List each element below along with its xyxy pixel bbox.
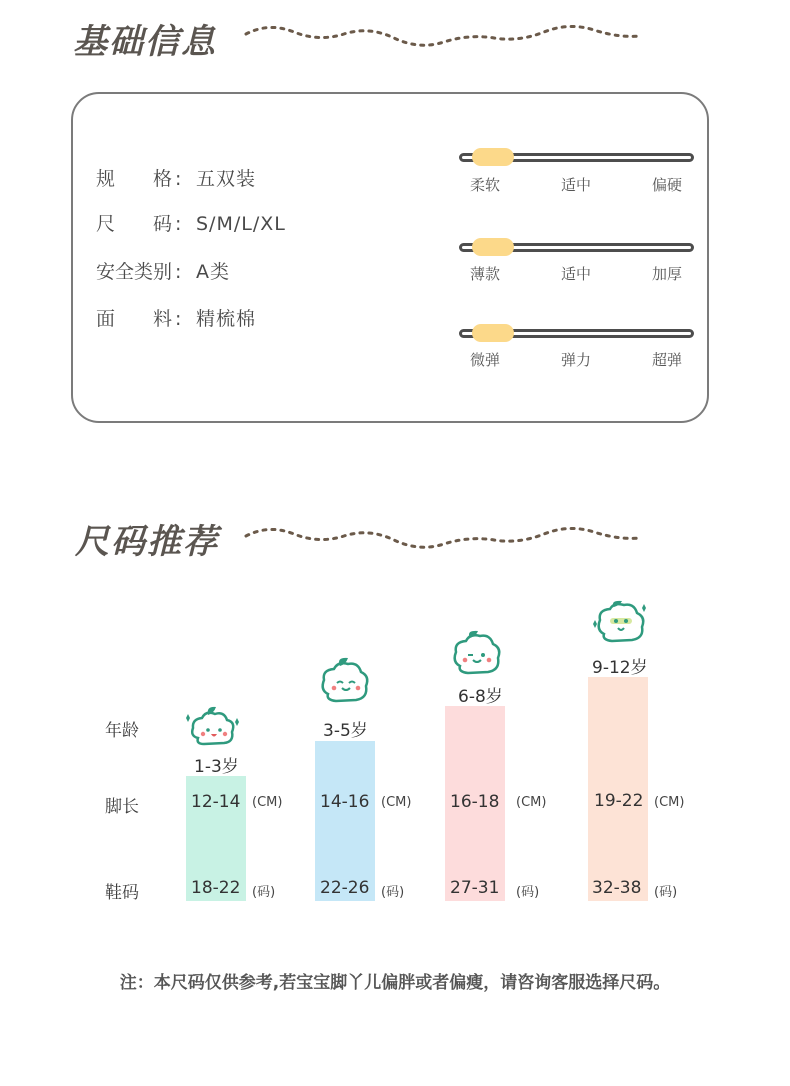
spec-label: 安全类别 <box>96 261 173 283</box>
spec-label: 规 格 <box>96 168 173 190</box>
shoe-size-value: 27-31 <box>450 878 500 898</box>
mascot-icon <box>592 600 648 646</box>
row-label-age: 年龄 <box>105 721 139 741</box>
foot-length-value: 12-14 <box>191 792 241 812</box>
mascot-icon <box>318 656 374 708</box>
foot-length-value: 16-18 <box>450 792 500 812</box>
mascot-icon <box>450 630 504 678</box>
spec-value: 精梳棉 <box>196 308 257 330</box>
age-label: 6-8岁 <box>458 687 503 707</box>
thickness-slider-knob <box>472 238 514 256</box>
elasticity-slider-knob <box>472 324 514 342</box>
spec-value: A类 <box>196 261 230 283</box>
size-bar-2 <box>315 741 375 901</box>
slider-label: 弹力 <box>561 351 592 369</box>
age-label: 9-12岁 <box>592 658 648 678</box>
age-label: 3-5岁 <box>323 721 368 741</box>
spec-panel <box>71 92 709 423</box>
foot-length-unit: (CM) <box>654 795 685 810</box>
shoe-size-unit: (码) <box>252 885 276 900</box>
foot-length-unit: (CM) <box>252 795 283 810</box>
shoe-size-value: 22-26 <box>320 878 370 898</box>
footnote: 注：本尺码仅供参考,若宝宝脚丫儿偏胖或者偏瘦，请咨询客服选择尺码。 <box>119 973 671 993</box>
shoe-size-unit: (码) <box>516 885 540 900</box>
size-bar-4 <box>588 677 648 901</box>
slider-label: 柔软 <box>470 176 501 194</box>
slider-label: 微弹 <box>470 351 501 369</box>
dotted-wave-divider <box>244 522 644 552</box>
slider-label: 适中 <box>561 176 592 194</box>
softness-slider-knob <box>472 148 514 166</box>
row-label-foot-length: 脚长 <box>105 797 139 817</box>
basic-info-title: 基础信息 <box>73 22 217 62</box>
foot-length-unit: (CM) <box>516 795 547 810</box>
shoe-size-unit: (码) <box>654 885 678 900</box>
shoe-size-value: 32-38 <box>592 878 642 898</box>
shoe-size-value: 18-22 <box>191 878 241 898</box>
spec-value: S/M/L/XL <box>196 213 286 235</box>
mascot-icon <box>184 704 244 750</box>
slider-label: 超弹 <box>652 351 683 369</box>
shoe-size-unit: (码) <box>381 885 405 900</box>
spec-value: 五双装 <box>196 168 257 190</box>
slider-label: 加厚 <box>652 265 683 283</box>
dotted-wave-divider <box>244 20 644 50</box>
row-label-shoe-size: 鞋码 <box>105 883 139 903</box>
spec-label: 面 料 <box>96 308 173 330</box>
foot-length-unit: (CM) <box>381 795 412 810</box>
foot-length-value: 19-22 <box>594 791 644 811</box>
size-guide-title: 尺码推荐 <box>75 522 219 562</box>
foot-length-value: 14-16 <box>320 792 370 812</box>
slider-label: 适中 <box>561 265 592 283</box>
spec-label: 尺 码 <box>96 213 173 235</box>
slider-label: 偏硬 <box>652 176 683 194</box>
age-label: 1-3岁 <box>194 757 239 777</box>
slider-label: 薄款 <box>470 265 501 283</box>
